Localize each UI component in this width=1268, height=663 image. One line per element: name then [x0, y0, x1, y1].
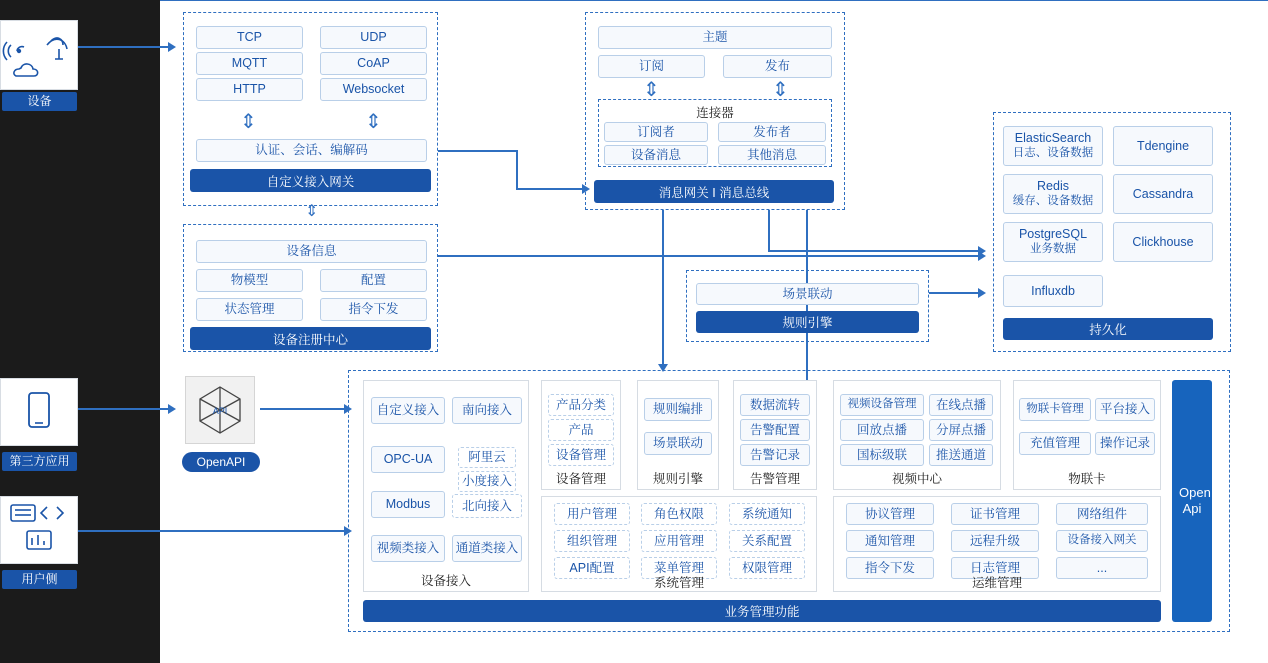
rules-to-persist-arrow: [978, 288, 986, 298]
top-divider: [160, 0, 1268, 1]
connector-publisher[interactable]: 发布者: [718, 122, 826, 142]
store-name: Redis: [1037, 179, 1069, 194]
access-video[interactable]: 视频类接入: [371, 535, 445, 562]
store-redis[interactable]: [1003, 174, 1103, 214]
store-influxdb[interactable]: Influxdb: [1003, 275, 1103, 307]
sys-notification[interactable]: 系统通知: [729, 503, 805, 525]
bus-to-business-line: [662, 210, 664, 370]
registry-state[interactable]: 状态管理: [196, 298, 303, 321]
store-desc: 缓存、设备数据: [1012, 195, 1094, 208]
subscribe-box[interactable]: 订阅: [598, 55, 705, 78]
device-label: 设备: [2, 92, 77, 111]
video-playback[interactable]: 回放点播: [840, 419, 924, 441]
registry-to-persist-line: [438, 255, 980, 257]
store-postgresql[interactable]: [1003, 222, 1103, 262]
gateway-registry-arrow: ⇕: [305, 203, 319, 220]
rules-panel-caption: 规则引擎: [652, 472, 703, 486]
protocol-websocket[interactable]: Websocket: [320, 78, 427, 101]
openapi-to-business-line: [260, 408, 346, 410]
sys-app-management[interactable]: 应用管理: [641, 530, 717, 552]
access-aliyun[interactable]: 阿里云: [458, 447, 516, 468]
protocol-http[interactable]: HTTP: [196, 78, 303, 101]
gateway-title-bar: 自定义接入网关: [190, 169, 431, 192]
registry-to-persist-arrow2: [978, 251, 986, 261]
access-opcua[interactable]: OPC-UA: [371, 446, 445, 473]
protocol-mqtt[interactable]: MQTT: [196, 52, 303, 75]
user-side-icons: [1, 497, 79, 565]
sys-user-management[interactable]: 用户管理: [554, 503, 630, 525]
gateway-auth-box[interactable]: 认证、会话、编解码: [196, 139, 427, 162]
access-modbus[interactable]: Modbus: [371, 491, 445, 518]
video-gb-cascade[interactable]: 国标级联: [840, 444, 924, 466]
device-to-gateway-line: [78, 46, 170, 48]
registry-title-bar: 设备注册中心: [190, 327, 431, 350]
gateway-updown-arrow-left: ⇕: [240, 111, 257, 133]
dm-product-category[interactable]: 产品分类: [548, 394, 614, 416]
access-southbound[interactable]: 南向接入: [452, 397, 522, 424]
store-clickhouse[interactable]: Clickhouse: [1113, 222, 1213, 262]
bus-to-persist-line-h: [768, 250, 980, 252]
ops-command-dispatch[interactable]: 指令下发: [846, 557, 934, 579]
sys-role-permission[interactable]: 角色权限: [641, 503, 717, 525]
ops-log-management[interactable]: 日志管理: [951, 557, 1039, 579]
ops-device-access-gateway[interactable]: 设备接入网关: [1056, 530, 1148, 552]
sys-permission-management[interactable]: 权限管理: [729, 557, 805, 579]
gateway-updown-arrow-right: ⇕: [365, 111, 382, 133]
alarm-panel-caption: 告警管理: [749, 472, 800, 486]
connector-title: 连接器: [696, 106, 734, 120]
store-desc: 日志、设备数据: [1012, 147, 1094, 160]
dm-product[interactable]: 产品: [548, 419, 614, 441]
business-title-bar: 业务管理功能: [363, 600, 1161, 622]
openapi-side-bar[interactable]: [1172, 380, 1212, 622]
gateway-to-bus-line-h1: [438, 150, 518, 152]
user-to-business-line: [78, 530, 346, 532]
user-side-label: 用户侧: [2, 570, 77, 589]
third-party-icon-card: [0, 378, 78, 446]
alarm-records[interactable]: 告警记录: [740, 444, 810, 466]
gateway-to-bus-line-h2: [516, 188, 586, 190]
publish-box[interactable]: 发布: [723, 55, 832, 78]
alarm-data-flow[interactable]: 数据流转: [740, 394, 810, 416]
store-tdengine[interactable]: Tdengine: [1113, 126, 1213, 166]
svg-text:API: API: [212, 406, 228, 416]
connector-subscriber[interactable]: 订阅者: [604, 122, 708, 142]
rule-scene-linkage[interactable]: 场景联动: [644, 432, 712, 455]
user-side-icon-card: [0, 496, 78, 564]
ops-certificate-management[interactable]: 证书管理: [951, 503, 1039, 525]
openapi-side-label: Open Api: [1179, 484, 1211, 516]
dm-device-management[interactable]: 设备管理: [548, 444, 614, 466]
video-online-play[interactable]: 在线点播: [929, 394, 993, 416]
connector-other-msg[interactable]: 其他消息: [718, 145, 826, 165]
protocol-coap[interactable]: CoAP: [320, 52, 427, 75]
access-northbound[interactable]: 北向接入: [452, 494, 522, 518]
rules-to-persist-line: [929, 292, 980, 294]
bus-updown-arrow-right: ⇕: [772, 79, 789, 101]
store-name: ElasticSearch: [1014, 131, 1092, 146]
store-cassandra[interactable]: Cassandra: [1113, 174, 1213, 214]
store-name: PostgreSQL: [1018, 227, 1088, 242]
alarm-config[interactable]: 告警配置: [740, 419, 810, 441]
registry-thing-model[interactable]: 物模型: [196, 269, 303, 292]
protocol-udp[interactable]: UDP: [320, 26, 427, 49]
sys-relation-config[interactable]: 关系配置: [729, 530, 805, 552]
gateway-to-bus-line-v: [516, 150, 518, 188]
registry-command[interactable]: 指令下发: [320, 298, 427, 321]
connector-device-msg[interactable]: 设备消息: [604, 145, 708, 165]
store-elasticsearch[interactable]: [1003, 126, 1103, 166]
device-info-box[interactable]: 设备信息: [196, 240, 427, 263]
ops-network-component[interactable]: 网络组件: [1056, 503, 1148, 525]
iot-operation-log[interactable]: 操作记录: [1095, 432, 1155, 455]
openapi-badge[interactable]: OpenAPI: [182, 452, 260, 472]
video-split-screen[interactable]: 分屏点播: [929, 419, 993, 441]
rule-orchestration[interactable]: 规则编排: [644, 398, 712, 421]
device-to-gateway-arrow: [168, 42, 176, 52]
registry-config[interactable]: 配置: [320, 269, 427, 292]
rules-engine-title-bar: 规则引擎: [696, 311, 919, 333]
sys-org-management[interactable]: 组织管理: [554, 530, 630, 552]
bus-updown-arrow-left: ⇕: [643, 79, 660, 101]
topic-box[interactable]: 主题: [598, 26, 832, 49]
third-party-to-openapi-line: [78, 408, 170, 410]
scene-linkage-box[interactable]: 场景联动: [696, 283, 919, 305]
access-custom[interactable]: 自定义接入: [371, 397, 445, 424]
third-party-label: 第三方应用: [2, 452, 77, 471]
device-access-caption: 设备接入: [420, 574, 471, 588]
sys-api-config[interactable]: API配置: [554, 557, 630, 579]
iot-card-management[interactable]: 物联卡管理: [1019, 398, 1091, 421]
device-management-caption: 设备管理: [555, 472, 606, 486]
system-management-caption: 系统管理: [653, 576, 704, 590]
protocol-tcp[interactable]: TCP: [196, 26, 303, 49]
iot-recharge-management[interactable]: 充值管理: [1019, 432, 1091, 455]
api-icon: [190, 381, 250, 439]
ops-remote-upgrade[interactable]: 远程升级: [951, 530, 1039, 552]
mobile-phone-icon: [1, 379, 79, 447]
iot-card-caption: 物联卡: [1068, 472, 1106, 486]
ops-management-caption: 运维管理: [971, 576, 1022, 590]
bus-to-persist-line-v: [768, 210, 770, 252]
video-device-management[interactable]: 视频设备管理: [840, 394, 924, 416]
access-channel[interactable]: 通道类接入: [452, 535, 522, 562]
video-push-channel[interactable]: 推送通道: [929, 444, 993, 466]
ops-notification-management[interactable]: 通知管理: [846, 530, 934, 552]
ops-more[interactable]: ...: [1056, 557, 1148, 579]
access-xiaodu[interactable]: 小度接入: [458, 471, 516, 492]
openapi-icon-card: [185, 376, 255, 444]
ops-protocol-management[interactable]: 协议管理: [846, 503, 934, 525]
third-party-to-openapi-arrow: [168, 404, 176, 414]
device-icons: [1, 21, 79, 91]
video-center-caption: 视频中心: [891, 472, 942, 486]
message-bus-title-bar: 消息网关 I 消息总线: [594, 180, 834, 203]
sys-menu-management[interactable]: 菜单管理: [641, 557, 717, 579]
store-desc: 业务数据: [1030, 243, 1076, 256]
device-icon-card: [0, 20, 78, 90]
iot-platform-access[interactable]: 平台接入: [1095, 398, 1155, 421]
persistence-title-bar: 持久化: [1003, 318, 1213, 340]
